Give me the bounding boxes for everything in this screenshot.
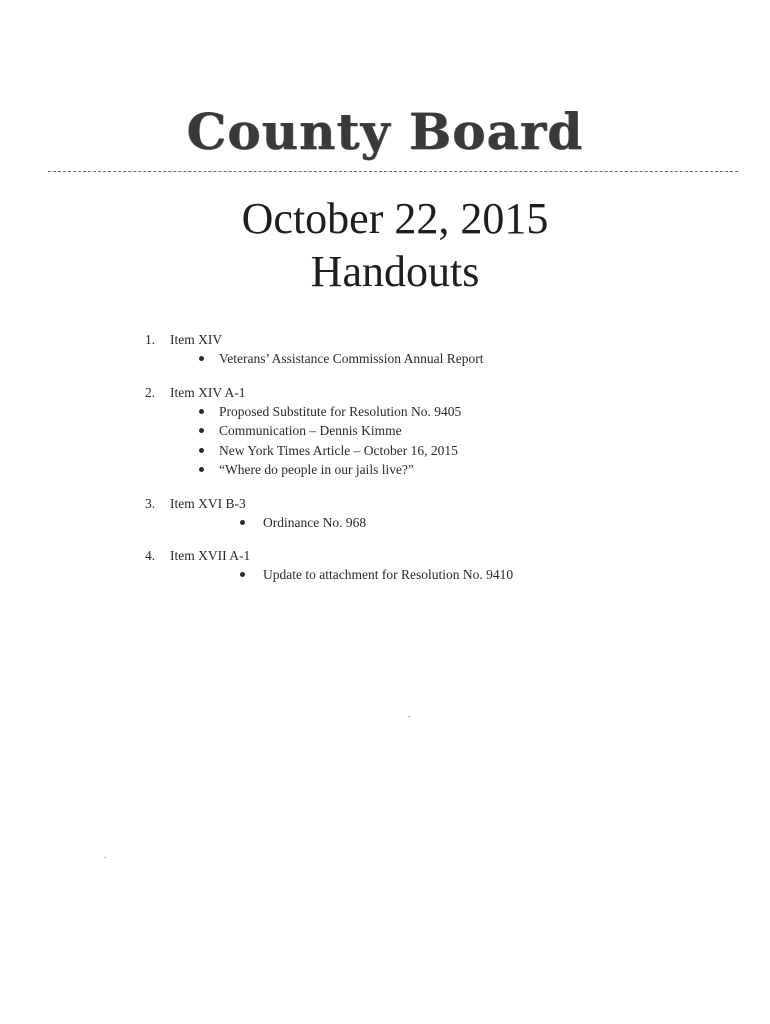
agenda-item-heading [145,546,705,565]
handout-text: Veterans’ Assistance Commission Annual Report [219,351,484,366]
bullet-icon [199,356,204,361]
handout-entry [145,441,705,461]
handout-list [145,402,705,480]
handout-entry [145,421,705,441]
agenda-item-label: Item XVII A-1 [170,548,251,563]
handout-list [145,565,705,585]
bullet-icon [199,409,204,414]
handout-text: Ordinance No. 968 [263,514,367,530]
bullet-icon [240,520,245,525]
agenda-item-number: 3. [145,495,156,511]
masthead-title: County Board [186,102,584,161]
handout-entry [145,349,705,369]
agenda-item-heading [145,494,705,513]
handout-entry [145,460,705,480]
agenda-item [145,330,705,369]
agenda-item-label: Item XVI B-3 [170,495,246,511]
agenda-item [145,546,705,585]
agenda-item [145,383,705,480]
handout-text: Update to attachment for Resolution No. 9410 [263,567,514,582]
meeting-date: October 22, 2015 [241,194,549,243]
bullet-icon [199,428,204,433]
handout-text: Proposed Substitute for Resolution No. 9405 [219,403,462,419]
handout-list [145,349,705,369]
agenda-item-label: Item XIV A-1 [170,384,246,400]
handout-entry [145,513,705,533]
bullet-icon [240,572,245,577]
agenda-list [145,330,705,599]
agenda-item-number: 2. [145,384,156,400]
bullet-icon [199,467,204,472]
agenda-item-number: 1. [145,332,156,347]
scan-speck [104,857,106,858]
handouts-heading: Handouts [310,247,480,296]
header-rule [48,171,738,172]
handout-text: “Where do people in our jails live?” [219,462,414,477]
handout-entry [145,565,705,585]
agenda-item-heading [145,330,705,349]
handout-text: New York Times Article – October 16, 2015 [219,442,458,458]
bullet-icon [199,448,204,453]
agenda-item [145,494,705,533]
scan-speck [408,716,410,717]
handout-text: Communication – Dennis Kimme [219,423,402,438]
handout-list [145,513,705,533]
agenda-item-label: Item XIV [170,332,223,347]
handout-entry [145,402,705,422]
agenda-item-number: 4. [145,548,156,563]
agenda-item-heading [145,383,705,402]
